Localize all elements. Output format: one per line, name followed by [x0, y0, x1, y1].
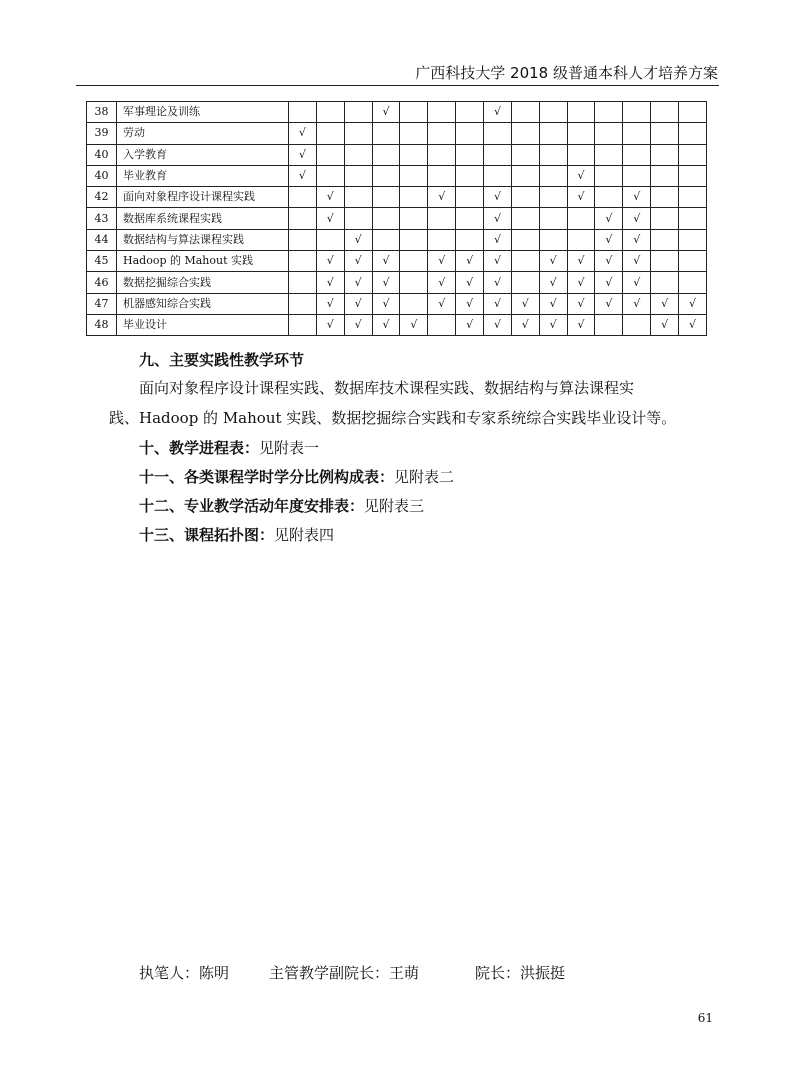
course-name: 数据挖掘综合实践 [117, 272, 289, 293]
empty-cell [456, 229, 484, 250]
course-name: 军事理论及训练 [117, 102, 289, 123]
check-mark: √ [567, 251, 595, 272]
check-mark: √ [651, 314, 679, 335]
empty-cell [289, 187, 317, 208]
empty-cell [651, 229, 679, 250]
empty-cell [289, 293, 317, 314]
empty-cell [623, 144, 651, 165]
section-9-heading: 九、主要实践性教学环节 [139, 351, 305, 369]
empty-cell [400, 272, 428, 293]
row-number: 48 [87, 314, 117, 335]
empty-cell [651, 165, 679, 186]
row-number: 46 [87, 272, 117, 293]
empty-cell [456, 123, 484, 144]
empty-cell [372, 144, 400, 165]
course-name: 毕业设计 [117, 314, 289, 335]
section-11-text: 见附表二 [394, 468, 455, 486]
empty-cell [511, 102, 539, 123]
empty-cell [428, 229, 456, 250]
section-9-line-1: 面向对象程序设计课程实践、数据库技术课程实践、数据结构与算法课程实 [139, 379, 635, 397]
check-mark: √ [539, 314, 567, 335]
check-mark: √ [484, 293, 512, 314]
check-mark: √ [539, 293, 567, 314]
empty-cell [651, 272, 679, 293]
empty-cell [372, 165, 400, 186]
empty-cell [651, 251, 679, 272]
check-mark: √ [372, 293, 400, 314]
check-mark: √ [372, 272, 400, 293]
empty-cell [539, 165, 567, 186]
empty-cell [400, 229, 428, 250]
empty-cell [595, 187, 623, 208]
row-number: 40 [87, 165, 117, 186]
empty-cell [289, 229, 317, 250]
empty-cell [595, 123, 623, 144]
section-9-line-2: 践、Hadoop 的 Mahout 实践、数据挖掘综合实践和专家系统综合实践毕业设计等。 [109, 409, 677, 427]
empty-cell [400, 144, 428, 165]
empty-cell [428, 165, 456, 186]
empty-cell [539, 123, 567, 144]
empty-cell [679, 229, 707, 250]
empty-cell [623, 123, 651, 144]
course-name: 毕业教育 [117, 165, 289, 186]
check-mark: √ [595, 208, 623, 229]
empty-cell [679, 102, 707, 123]
empty-cell [344, 102, 372, 123]
check-mark: √ [456, 314, 484, 335]
empty-cell [344, 144, 372, 165]
check-mark: √ [679, 314, 707, 335]
empty-cell [511, 144, 539, 165]
check-mark: √ [484, 272, 512, 293]
empty-cell [344, 187, 372, 208]
header-title: 广西科技大学 2018 级普通本科人才培养方案 [415, 64, 718, 82]
check-mark: √ [316, 187, 344, 208]
empty-cell [289, 251, 317, 272]
table-row [87, 229, 707, 250]
empty-cell [651, 102, 679, 123]
check-mark: √ [679, 293, 707, 314]
empty-cell [400, 123, 428, 144]
page-number: 61 [697, 1011, 713, 1025]
table-row [87, 293, 707, 314]
empty-cell [511, 229, 539, 250]
row-number: 45 [87, 251, 117, 272]
check-mark: √ [316, 293, 344, 314]
empty-cell [679, 123, 707, 144]
check-mark: √ [372, 314, 400, 335]
empty-cell [316, 165, 344, 186]
empty-cell [289, 102, 317, 123]
check-mark: √ [316, 272, 344, 293]
empty-cell [344, 208, 372, 229]
course-name: 数据库系统课程实践 [117, 208, 289, 229]
check-mark: √ [372, 251, 400, 272]
empty-cell [679, 187, 707, 208]
row-number: 39 [87, 123, 117, 144]
check-mark: √ [484, 102, 512, 123]
row-number: 47 [87, 293, 117, 314]
check-mark: √ [623, 208, 651, 229]
empty-cell [651, 187, 679, 208]
empty-cell [428, 102, 456, 123]
check-mark: √ [595, 293, 623, 314]
check-mark: √ [456, 293, 484, 314]
check-mark: √ [428, 187, 456, 208]
check-mark: √ [651, 293, 679, 314]
table-row [87, 187, 707, 208]
check-mark: √ [623, 272, 651, 293]
check-mark: √ [484, 251, 512, 272]
empty-cell [456, 187, 484, 208]
table-row [87, 165, 707, 186]
check-mark: √ [567, 293, 595, 314]
check-mark: √ [567, 314, 595, 335]
empty-cell [344, 123, 372, 144]
empty-cell [511, 251, 539, 272]
empty-cell [511, 208, 539, 229]
check-mark: √ [595, 272, 623, 293]
course-name: 机器感知综合实践 [117, 293, 289, 314]
empty-cell [511, 165, 539, 186]
empty-cell [539, 229, 567, 250]
empty-cell [679, 208, 707, 229]
check-mark: √ [511, 293, 539, 314]
empty-cell [344, 165, 372, 186]
check-mark: √ [484, 208, 512, 229]
empty-cell [316, 123, 344, 144]
section-13-heading: 十三、课程拓扑图： [139, 526, 275, 544]
empty-cell [567, 102, 595, 123]
check-mark: √ [567, 187, 595, 208]
table-row [87, 102, 707, 123]
empty-cell [372, 123, 400, 144]
check-mark: √ [539, 251, 567, 272]
check-mark: √ [344, 251, 372, 272]
empty-cell [428, 208, 456, 229]
empty-cell [651, 208, 679, 229]
writer-signature: 执笔人：陈明 [139, 964, 230, 982]
row-number: 38 [87, 102, 117, 123]
check-mark: √ [539, 272, 567, 293]
empty-cell [679, 144, 707, 165]
section-11 [139, 466, 454, 487]
empty-cell [456, 102, 484, 123]
empty-cell [623, 314, 651, 335]
row-number: 43 [87, 208, 117, 229]
check-mark: √ [344, 272, 372, 293]
check-mark: √ [400, 314, 428, 335]
table-row [87, 314, 707, 335]
empty-cell [595, 102, 623, 123]
row-number: 40 [87, 144, 117, 165]
check-mark: √ [484, 314, 512, 335]
empty-cell [539, 187, 567, 208]
empty-cell [456, 208, 484, 229]
course-requirement-matrix [86, 101, 707, 336]
check-mark: √ [344, 293, 372, 314]
empty-cell [595, 314, 623, 335]
empty-cell [484, 123, 512, 144]
check-mark: √ [428, 293, 456, 314]
empty-cell [372, 187, 400, 208]
check-mark: √ [484, 187, 512, 208]
empty-cell [651, 144, 679, 165]
empty-cell [456, 144, 484, 165]
check-mark: √ [344, 314, 372, 335]
header-rule [76, 85, 719, 86]
empty-cell [511, 187, 539, 208]
table-row [87, 208, 707, 229]
course-name: 劳动 [117, 123, 289, 144]
check-mark: √ [456, 272, 484, 293]
empty-cell [456, 165, 484, 186]
check-mark: √ [456, 251, 484, 272]
section-10 [139, 437, 319, 458]
empty-cell [567, 208, 595, 229]
section-13-text: 见附表四 [274, 526, 335, 544]
empty-cell [400, 165, 428, 186]
check-mark: √ [428, 251, 456, 272]
empty-cell [511, 123, 539, 144]
empty-cell [428, 123, 456, 144]
empty-cell [316, 102, 344, 123]
empty-cell [372, 208, 400, 229]
section-12-heading: 十二、专业教学活动年度安排表： [139, 497, 365, 515]
check-mark: √ [595, 229, 623, 250]
empty-cell [316, 144, 344, 165]
empty-cell [651, 123, 679, 144]
empty-cell [289, 272, 317, 293]
empty-cell [567, 144, 595, 165]
row-number: 44 [87, 229, 117, 250]
check-mark: √ [289, 165, 317, 186]
section-10-heading: 十、教学进程表： [139, 439, 260, 457]
check-mark: √ [289, 123, 317, 144]
section-12-text: 见附表三 [364, 497, 425, 515]
check-mark: √ [511, 314, 539, 335]
check-mark: √ [623, 187, 651, 208]
empty-cell [511, 272, 539, 293]
section-10-text: 见附表一 [259, 439, 320, 457]
check-mark: √ [289, 144, 317, 165]
course-name: 数据结构与算法课程实践 [117, 229, 289, 250]
table-row [87, 251, 707, 272]
empty-cell [539, 144, 567, 165]
signature-line [139, 962, 565, 983]
empty-cell [567, 123, 595, 144]
empty-cell [484, 144, 512, 165]
check-mark: √ [428, 272, 456, 293]
empty-cell [400, 293, 428, 314]
empty-cell [428, 144, 456, 165]
empty-cell [623, 102, 651, 123]
empty-cell [428, 314, 456, 335]
empty-cell [484, 165, 512, 186]
check-mark: √ [623, 293, 651, 314]
vice-dean-signature: 主管教学副院长：王萌 [269, 964, 420, 982]
check-mark: √ [623, 229, 651, 250]
empty-cell [623, 165, 651, 186]
dean-signature: 院长：洪振挺 [475, 964, 566, 982]
course-name: 入学教育 [117, 144, 289, 165]
empty-cell [679, 251, 707, 272]
check-mark: √ [316, 208, 344, 229]
empty-cell [289, 314, 317, 335]
check-mark: √ [623, 251, 651, 272]
empty-cell [595, 144, 623, 165]
table-row [87, 123, 707, 144]
empty-cell [316, 229, 344, 250]
course-name: Hadoop 的 Mahout 实践 [117, 251, 289, 272]
section-11-heading: 十一、各类课程学时学分比例构成表： [139, 468, 395, 486]
empty-cell [289, 208, 317, 229]
check-mark: √ [372, 102, 400, 123]
empty-cell [400, 187, 428, 208]
empty-cell [372, 229, 400, 250]
empty-cell [679, 272, 707, 293]
check-mark: √ [344, 229, 372, 250]
section-13 [139, 524, 334, 545]
empty-cell [539, 208, 567, 229]
empty-cell [400, 102, 428, 123]
check-mark: √ [567, 165, 595, 186]
check-mark: √ [316, 251, 344, 272]
check-mark: √ [484, 229, 512, 250]
empty-cell [539, 102, 567, 123]
course-name: 面向对象程序设计课程实践 [117, 187, 289, 208]
check-mark: √ [316, 314, 344, 335]
empty-cell [595, 165, 623, 186]
table-row [87, 144, 707, 165]
empty-cell [400, 251, 428, 272]
check-mark: √ [595, 251, 623, 272]
section-12 [139, 495, 424, 516]
check-mark: √ [567, 272, 595, 293]
empty-cell [567, 229, 595, 250]
empty-cell [400, 208, 428, 229]
empty-cell [679, 165, 707, 186]
row-number: 42 [87, 187, 117, 208]
table-row [87, 272, 707, 293]
